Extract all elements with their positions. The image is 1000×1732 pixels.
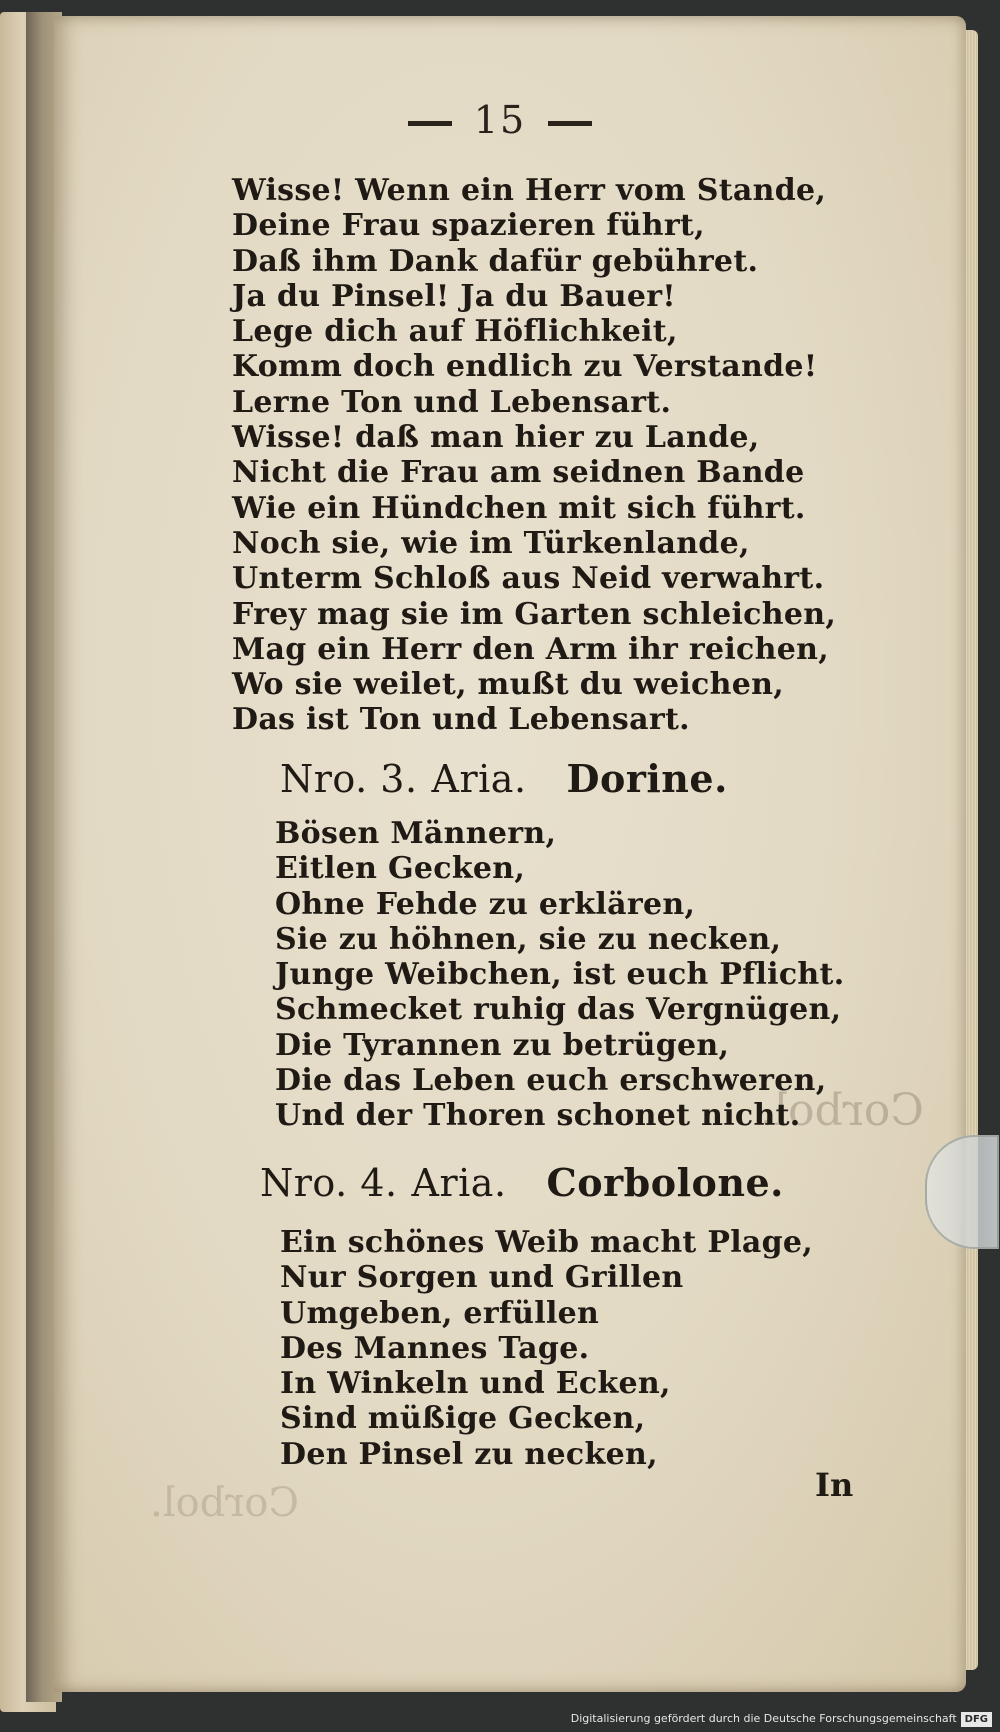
aria-type: Aria. <box>431 757 527 801</box>
bleed-through-text: Corbol. <box>760 1085 924 1136</box>
footer-text: Digitalisierung gefördert durch die Deutsche Forschungsgemeinschaft <box>570 1712 957 1725</box>
verse-line: Nur Sorgen und Grillen <box>280 1260 684 1296</box>
verse-line: Und der Thoren schonet nicht. <box>275 1098 801 1134</box>
verse-line: Eitlen Gecken, <box>275 851 526 887</box>
verse-line: Unterm Schloß aus Neid verwahrt. <box>232 561 825 597</box>
aria-type: Aria. <box>411 1161 507 1205</box>
verse-line: Ja du Pinsel! Ja du Bauer! <box>232 278 676 314</box>
aria-character: Dorine. <box>566 756 728 801</box>
dfg-logo-icon: DFG <box>961 1712 992 1727</box>
verse-line: Mag ein Herr den Arm ihr reichen, <box>232 631 829 667</box>
verse-line: Lerne Ton und Lebensart. <box>232 384 672 420</box>
verse-line: Die das Leben euch erschweren, <box>275 1063 827 1099</box>
bleed-through-text: Corbol. <box>150 1480 300 1526</box>
verse-line: Bösen Männern, <box>275 816 557 851</box>
page-number <box>0 98 1000 142</box>
verse-line: Den Pinsel zu necken, <box>280 1436 658 1472</box>
funding-footer <box>571 1708 992 1730</box>
verse-line: Des Mannes Tage. <box>280 1330 590 1366</box>
aria-character: Corbolone. <box>546 1160 784 1205</box>
verse-line: Wisse! daß man hier zu Lande, <box>232 420 760 456</box>
stanza-aria-dorine <box>275 816 844 1134</box>
verse-line: Komm doch endlich zu Verstande! <box>232 349 818 385</box>
page-number-value: 15 <box>473 98 527 142</box>
verse-line: Deine Frau spazieren führt, <box>232 208 705 244</box>
verse-line: Ohne Fehde zu erklären, <box>275 886 696 922</box>
page-number-dash-right <box>548 121 592 126</box>
aria-number: Nro. 4. <box>260 1161 398 1205</box>
verse-line: Sie zu höhnen, sie zu necken, <box>275 921 782 957</box>
verse-line: Schmecket ruhig das Vergnügen, <box>275 992 842 1028</box>
verse-line: In Winkeln und Ecken, <box>280 1366 671 1402</box>
verse-line: Frey mag sie im Garten schleichen, <box>232 596 837 632</box>
verse-line: Noch sie, wie im Türkenlande, <box>232 525 750 561</box>
aria-heading-3 <box>280 756 742 801</box>
aria-heading-4 <box>260 1160 798 1205</box>
verse-line: Nicht die Frau am seidnen Bande <box>232 455 805 491</box>
verse-line: Sind müßige Gecken, <box>280 1401 646 1437</box>
aria-number: Nro. 3. <box>280 757 418 801</box>
verse-line: Umgeben, erfüllen <box>280 1295 600 1331</box>
verse-line: Wo sie weilet, mußt du weichen, <box>232 667 784 703</box>
page-number-dash-left <box>408 121 452 126</box>
stanza-dialogue <box>232 173 836 738</box>
verse-line: Daß ihm Dank dafür gebühret. <box>232 243 759 279</box>
verse-line: Wie ein Hündchen mit sich führt. <box>232 490 806 526</box>
verse-line: Das ist Ton und Lebensart. <box>232 702 690 738</box>
catchword: In <box>815 1466 854 1504</box>
verse-line: Lege dich auf Höflichkeit, <box>232 314 678 350</box>
verse-line: Ein schönes Weib macht Plage, <box>280 1225 814 1260</box>
verse-line: Wisse! Wenn ein Herr vom Stande, <box>232 173 827 208</box>
stanza-aria-corbolone <box>280 1225 813 1472</box>
verse-line: Die Tyrannen zu betrügen, <box>275 1027 730 1063</box>
verse-line: Junge Weibchen, ist euch Pflicht. <box>275 957 845 993</box>
